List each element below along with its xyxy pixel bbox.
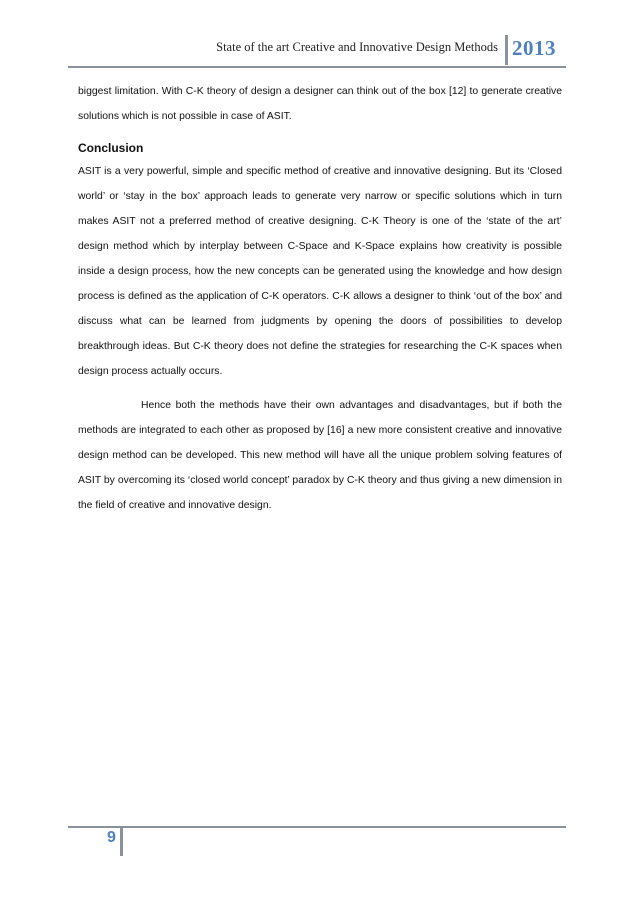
page-body bbox=[78, 79, 562, 518]
conclusion-paragraph-2: Hence both the methods have their own advantages and disadvantages, but if both the methods are integrated to each other as proposed by [16] a new more consistent creative and innovative design method can be developed. This new method will have all the unique problem solving features of ASIT by overcoming its ‘closed world concept’ paradox by C-K theory and thus giving a new dimension in the field of creative and innovative design. bbox=[78, 400, 562, 511]
conclusion-paragraph-1: ASIT is a very powerful, simple and specific method of creative and innovative designing. But its ‘Closed world’ or ‘stay in the box’ approach leads to generate very narrow or specific solutions which in turn makes ASIT not a preferred method of creative designing. C-K Theory is one of the ‘state of the art’ design method which by interplay between C-Space and K-Space explains how creativity is possible inside a design process, how the new concepts can be generated using the knowledge and how design process is defined as the application of C-K operators. C-K allows a designer to think ‘out of the box’ and discuss what can be learned from judgments by opening the doors of possibilities to develop breakthrough ideas. But C-K theory does not define the strategies for researching the C-K spaces when design process actually occurs. bbox=[78, 166, 562, 377]
footer-horizontal-rule bbox=[68, 826, 566, 828]
footer-vertical-divider bbox=[120, 828, 123, 856]
header-year: 2013 bbox=[512, 36, 556, 60]
header-horizontal-rule bbox=[68, 66, 566, 68]
intro-paragraph: biggest limitation. With C-K theory of design a designer can think out of the box [12] to generate creative solutions which is not possible in case of ASIT. bbox=[78, 86, 562, 122]
running-header-title: State of the art Creative and Innovative Design Methods bbox=[216, 40, 498, 54]
conclusion-heading: Conclusion bbox=[78, 141, 144, 155]
header-vertical-divider bbox=[505, 35, 508, 65]
page-number: 9 bbox=[107, 829, 116, 846]
